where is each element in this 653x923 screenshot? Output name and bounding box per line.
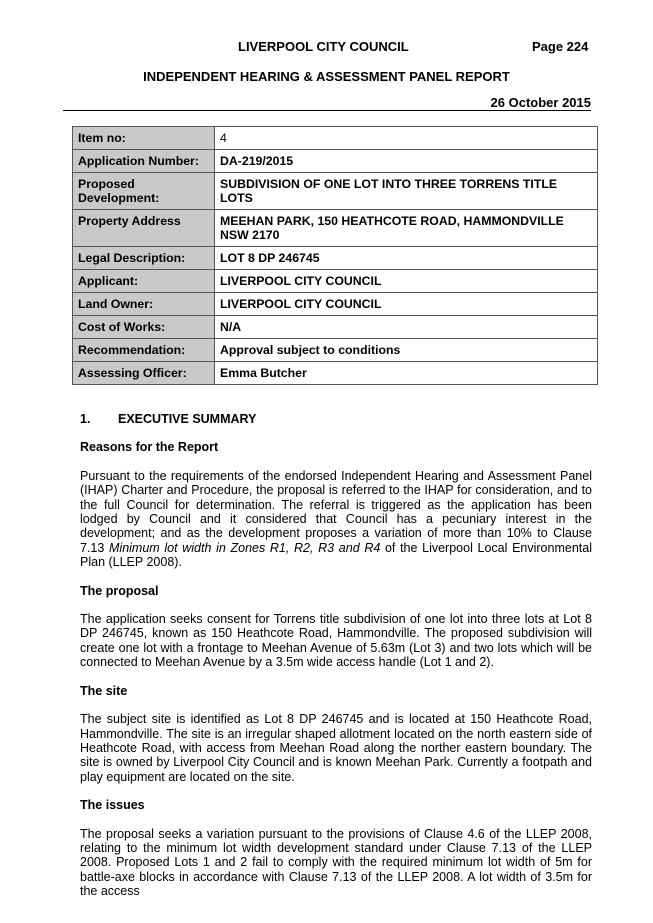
application-info-table (72, 126, 598, 385)
row-label: Land Owner: (73, 293, 215, 316)
table-row (73, 127, 598, 150)
row-value: MEEHAN PARK, 150 HEATHCOTE ROAD, HAMMONDVILLE NSW 2170 (215, 210, 598, 247)
row-value: DA-219/2015 (215, 150, 598, 173)
table-row (73, 150, 598, 173)
row-label: Item no: (73, 127, 215, 150)
row-value: N/A (215, 316, 598, 339)
proposal-heading: The proposal (80, 583, 159, 598)
reasons-text: Pursuant to the requirements of the endorsed Independent Hearing and Assessment Panel (IHAP) Charter and Procedure, the proposal is referred to the IHAP for consideration, and to the full Council for determination. The referral is triggered as the application has been lodged by Council and it considered that Council has a pecuniary interest in the development; and as the development proposes a variation of more than 10% to Clause 7.13 (80, 468, 592, 555)
reasons-paragraph (80, 469, 592, 570)
report-title: INDEPENDENT HEARING & ASSESSMENT PANEL REPORT (143, 69, 510, 84)
header-divider (63, 110, 591, 111)
row-label: Proposed Development: (73, 173, 215, 210)
table-row (73, 316, 598, 339)
report-date: 26 October 2015 (490, 95, 591, 110)
row-label: Assessing Officer: (73, 362, 215, 385)
proposal-paragraph: The application seeks consent for Torrens title subdivision of one lot into three lots at Lot 8 DP 246745, known as 150 Heathcote Road, Hammondville. The proposed subdivision will create one lot with a frontage to Meehan Avenue of 5.63m (Lot 3) and two lots which will be connected to Meehan Avenue by a 3.5m wide access handle (Lot 1 and 2). (80, 612, 592, 670)
council-name: LIVERPOOL CITY COUNCIL (238, 39, 409, 54)
reasons-text-end: of the Liverpool Local Environmental Plan (LLEP 2008). (80, 540, 592, 570)
row-label: Recommendation: (73, 339, 215, 362)
row-value: LIVERPOOL CITY COUNCIL (215, 293, 598, 316)
row-value: Emma Butcher (215, 362, 598, 385)
row-label: Applicant: (73, 270, 215, 293)
row-value: Approval subject to conditions (215, 339, 598, 362)
page-number: Page 224 (532, 39, 589, 54)
row-value: LIVERPOOL CITY COUNCIL (215, 270, 598, 293)
issues-heading: The issues (80, 798, 145, 813)
site-paragraph: The subject site is identified as Lot 8 DP 246745 and is located at 150 Heathcote Road, Hammondville. The site is an irregular shaped allotment located on the north eastern side of Heathcote Road, with access from Meehan Road along the norther eastern boundary. The site is owned by Liverpool City Council and is known Meehan Park. Currently a footpath and play equipment are located on the site. (80, 712, 592, 784)
table-row (73, 173, 598, 210)
table-row (73, 293, 598, 316)
row-value: SUBDIVISION OF ONE LOT INTO THREE TORRENS TITLE LOTS (215, 173, 598, 210)
section-number: 1. (80, 412, 91, 426)
table-row (73, 210, 598, 247)
reasons-heading: Reasons for the Report (80, 440, 219, 455)
row-label: Cost of Works: (73, 316, 215, 339)
clause-title: Minimum lot width in Zones R1, R2, R3 and R4 (109, 540, 381, 555)
section-heading (80, 412, 592, 426)
table-row (73, 339, 598, 362)
issues-paragraph: The proposal seeks a variation pursuant to the provisions of Clause 4.6 of the LLEP 2008, relating to the minimum lot width development standard under Clause 7.13 of the LLEP 2008. Proposed Lots 1 and 2 fail to comply with the required minimum lot width of 5m for battle-axe blocks in accordance with Clause 7.13 of the LLEP 2008. A lot width of 3.5m for the access (80, 826, 592, 899)
row-label: Property Address (73, 210, 215, 247)
row-label: Application Number: (73, 150, 215, 173)
row-label: Legal Description: (73, 247, 215, 270)
row-value: 4 (215, 127, 598, 150)
report-body (80, 412, 592, 913)
section-title: EXECUTIVE SUMMARY (118, 412, 257, 426)
table-row (73, 270, 598, 293)
table-row (73, 362, 598, 385)
row-value: LOT 8 DP 246745 (215, 247, 598, 270)
table-row (73, 247, 598, 270)
site-heading: The site (80, 683, 128, 698)
